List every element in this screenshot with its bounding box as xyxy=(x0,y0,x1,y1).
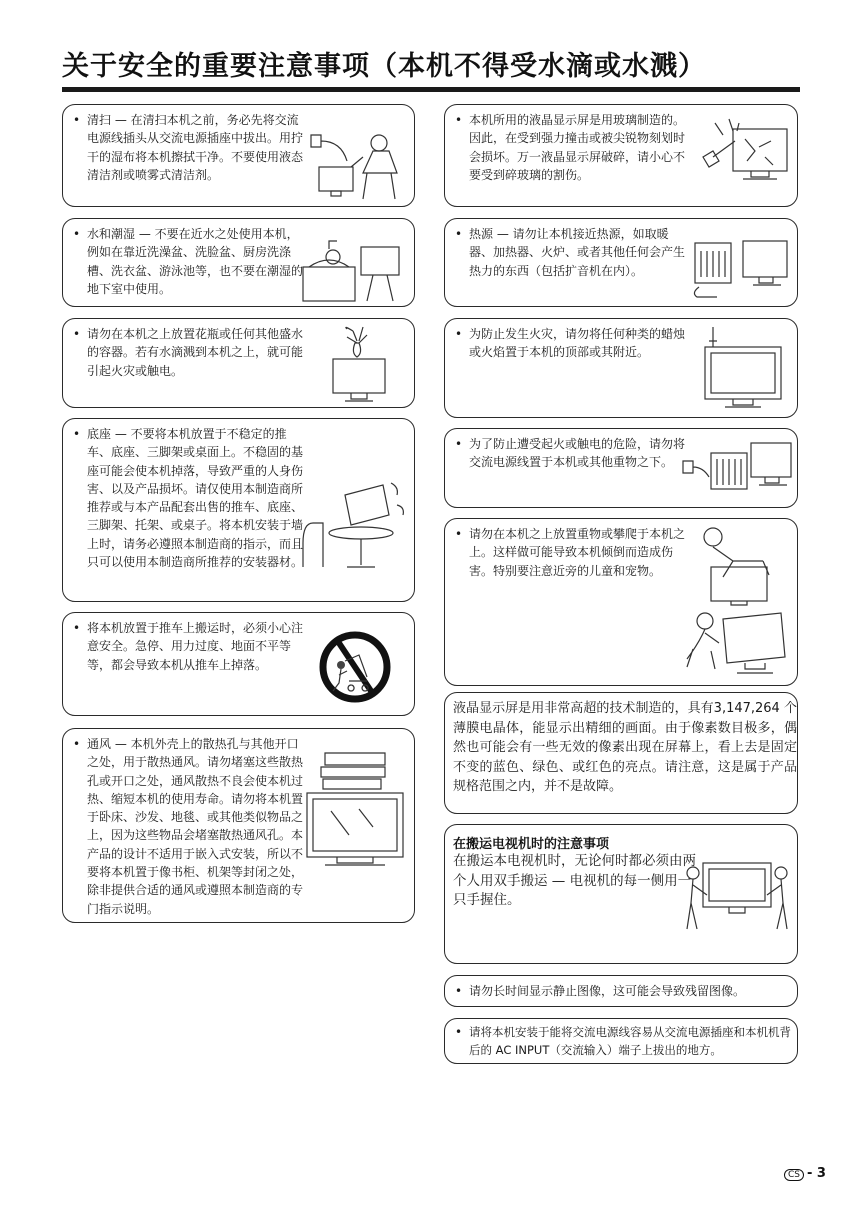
moving-box xyxy=(444,824,798,964)
stand-illustration xyxy=(299,475,409,573)
glass-illustration xyxy=(689,117,793,197)
ventilation-illustration xyxy=(301,749,409,869)
ventilation-box xyxy=(62,728,415,923)
cart-warning-icon xyxy=(319,631,391,703)
install-box xyxy=(444,1018,798,1064)
glass-text: • 本机所用的液晶显示屏是用玻璃制造的。因此，在受到强力撞击或被尖锐物刻划时会损坏。万一液晶显示屏破碎，请小心不要受到碎玻璃的割伤。 xyxy=(453,111,687,184)
cart-text: • 将本机放置于推车上搬运时，必须小心注意安全。急停、用力过度、地面不平等等，都会导致本机从推车上掉落。 xyxy=(71,619,303,674)
fire-text: • 为防止发生火灾，请勿将任何种类的蜡烛或火焰置于本机的顶部或其附近。 xyxy=(453,325,687,362)
moving-text: 在搬运本电视机时，无论何时都必须由两个人用双手搬运 — 电视机的每一侧用一只手握住。 xyxy=(453,853,696,908)
vase-text: • 请勿在本机之上放置花瓶或任何其他盛水的容器。若有水滴溅到本机之上，就可能引起火灾或触电。 xyxy=(71,325,303,380)
page-number-text: - 3 xyxy=(807,1166,826,1181)
title-rule xyxy=(62,87,800,92)
page-title: 关于安全的重要注意事项（本机不得受水滴或水溅） xyxy=(62,51,706,82)
ventilation-text: • 通风 — 本机外壳上的散热孔与其他开口之处，用于散热通风。请勿堵塞这些散热孔或开口之处，通风散热不良会使本机过热、缩短本机的使用寿命。请勿将本机置于卧床、沙发、地毯、或其他类似物品之上，因为这些物品会堵塞散热通风孔。本产品的设计不适用于嵌入式安装，所以不要将本机置于像书柜、机架等封闭之处，除非提供合适的通风或遵照本制造商的专门指示说明。 xyxy=(71,735,305,918)
lcd-info-text: 液晶显示屏是用非常高超的技术制造的，具有3,147,264 个薄膜电晶体，能显示出精细的画面。由于像素数目极多，偶然也可能会有一些无效的像素出现在屏幕上，看上去是固定不变的蓝色、绿色、或红色的亮点。请注意，这是属于产品规格范围之内，并不是故障。 xyxy=(453,701,797,794)
water-illustration xyxy=(299,229,411,303)
still-image-text: • 请勿长时间显示静止图像，这可能会导致残留图像。 xyxy=(453,982,793,1000)
lcd-info-box xyxy=(444,692,798,814)
stand-box xyxy=(62,418,415,602)
cord-text: • 为了防止遭受起火或触电的危险，请勿将交流电源线置于本机或其他重物之下。 xyxy=(453,435,687,472)
vase-box xyxy=(62,318,415,408)
moving-title: 在搬运电视机时的注意事项 xyxy=(453,837,610,852)
cleaning-illustration xyxy=(303,125,409,203)
water-text: • 水和潮湿 — 不要在近水之处使用本机，例如在靠近洗澡盆、洗脸盆、厨房洗涤槽、洗衣盆、游泳池等，也不要在潮湿的地下室中使用。 xyxy=(71,225,303,298)
language-badge: CS xyxy=(784,1169,804,1181)
cleaning-box xyxy=(62,104,415,207)
climb-illustration xyxy=(681,523,793,681)
water-box xyxy=(62,218,415,307)
cart-box xyxy=(62,612,415,716)
cord-box xyxy=(444,428,798,508)
climb-text: • 请勿在本机之上放置重物或攀爬于本机之上。这样做可能导致本机倾倒而造成伤害。特别要注意近旁的儿童和宠物。 xyxy=(453,525,687,580)
heat-illustration xyxy=(685,231,793,299)
cleaning-text: • 清扫 — 在清扫本机之前，务必先将交流电源线插头从交流电源插座中拔出。用拧干的湿布将本机擦拭干净。不要使用液态清洁剂或喷雾式清洁剂。 xyxy=(71,111,305,184)
glass-box xyxy=(444,104,798,207)
candle-illustration xyxy=(699,323,787,413)
cord-illustration xyxy=(677,435,793,503)
climb-box xyxy=(444,518,798,686)
heat-box xyxy=(444,218,798,307)
moving-illustration xyxy=(681,851,793,937)
page-number xyxy=(784,1166,826,1181)
heat-text: • 热源 — 请勿让本机接近热源，如取暖器、加热器、火炉、或者其他任何会产生热力的东西（包括扩音机在内）。 xyxy=(453,225,687,280)
stand-text: • 底座 — 不要将本机放置于不稳定的推车、底座、三脚架或桌面上。不稳固的基座可能会使本机掉落，导致严重的人身伤害、以及产品损坏。请仅使用本制造商所推荐或与本产品配套出售的推车、底座、三脚架、托架、或桌子。将本机安装于墙上时，请务必遵照本制造商的指示，而且只可以使用本制造商所推荐的安装器材。 xyxy=(71,425,305,571)
install-text: • 请将本机安装于能将交流电源线容易从交流电源插座和本机机背后的 AC INPUT（交流输入）端子上拔出的地方。 xyxy=(453,1023,795,1060)
vase-illustration xyxy=(325,323,395,405)
still-image-box xyxy=(444,975,798,1007)
fire-box xyxy=(444,318,798,418)
